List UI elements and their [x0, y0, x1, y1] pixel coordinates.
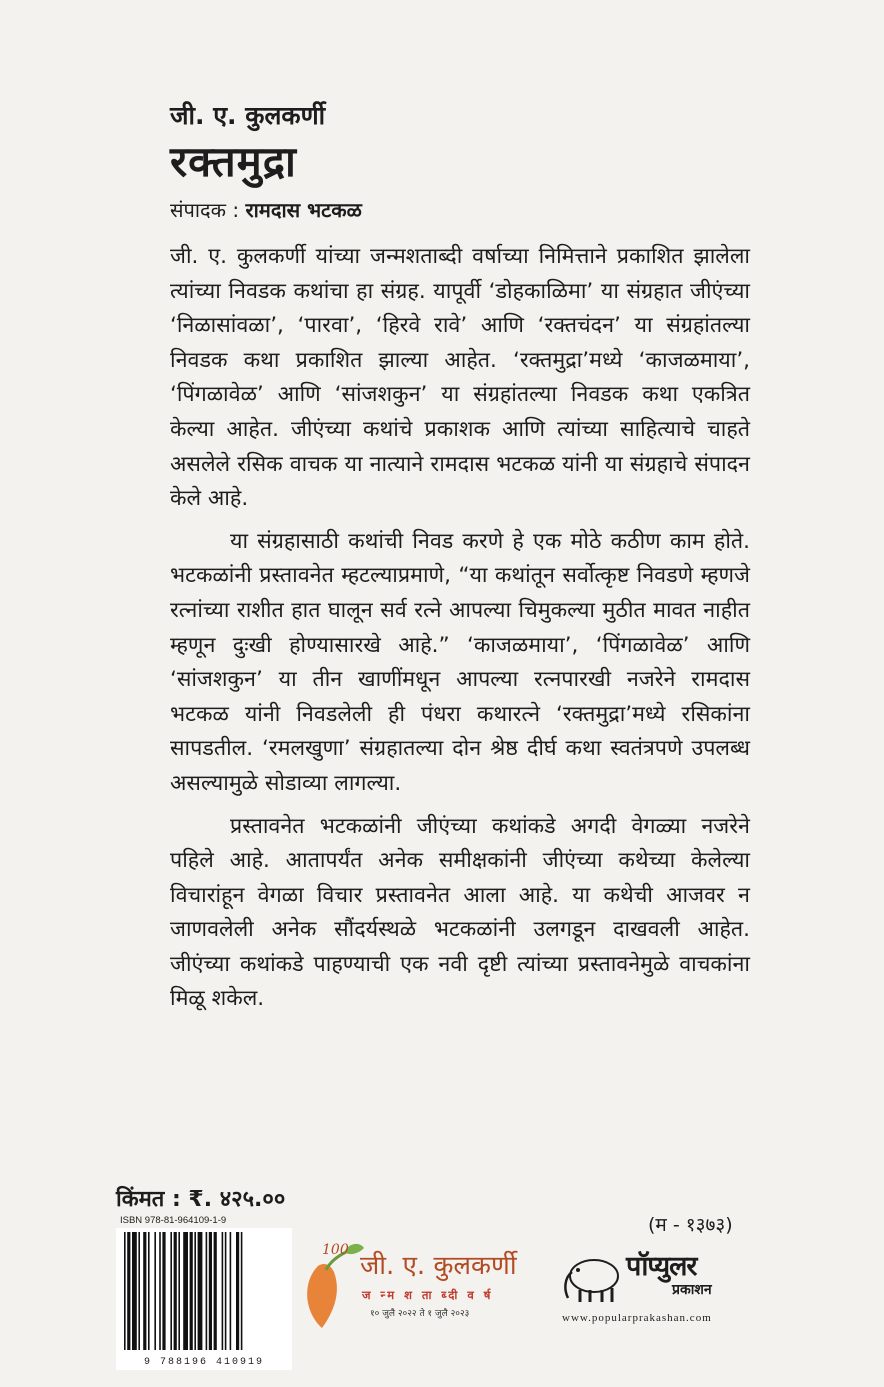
editor-name: रामदास भटकळ [245, 198, 362, 222]
book-author: जी. ए. कुलकर्णी [170, 101, 326, 130]
barcode-digits: 9 788196 410919 [143, 1357, 264, 1368]
leaf-logo-icon [298, 1232, 368, 1332]
publisher-subtitle: प्रकाशन [672, 1282, 712, 1298]
blurb-paragraph: या संग्रहासाठी कथांची निवड करणे हे एक मोठे कठीण काम होते. भटकळांनी प्रस्तावनेत म्हटल्याप्रमाणे, “या कथांतून सर्वोत्कृष्ट निवडणे म्हणजे रत्नांच्या राशीत हात घालून सर्व रत्ने आपल्या चिमुकल्या मुठीत मावत नाहीत म्हणून दुःखी होण्यासारखे आहे.” ‘काजळमाया’, ‘पिंगळावेळ’ आणि ‘सांजशकुन’ या तीन खाणींमधून आपल्या रत्नपारखी नजरेने रामदास भटकळ यांनी निवडलेली ही पंधरा कथारत्ने ‘रक्तमुद्रा’मध्ये रसिकांना सापडतील. ‘रमलखुणा’ संग्रहातल्या दोन श्रेष्ठ दीर्घ कथा स्वतंत्रपणे उपलब्ध असल्यामुळे सोडाव्या लागल्या. [170, 528, 750, 796]
centenary-subtitle: ज न्म श ता ब्दी व र्ष [362, 1288, 494, 1302]
barcode-icon [116, 1228, 292, 1354]
centenary-dates: १० जुलै २०२२ ते १ जुलै २०२३ [370, 1309, 470, 1319]
centenary-number: 100 [322, 1242, 349, 1258]
publisher-name: पॉप्युलर [626, 1251, 697, 1282]
book-title: रक्तमुद्रा [170, 137, 297, 186]
editor-line [170, 196, 362, 223]
isbn-text: ISBN 978-81-964109-1-9 [120, 1215, 227, 1226]
price: किंमत : ₹. ४२५.०० [116, 1187, 286, 1212]
series-code: (म - १३७३) [648, 1214, 733, 1236]
elephant-icon [560, 1250, 624, 1306]
publisher-website: www.popularprakashan.com [562, 1312, 712, 1324]
blurb-paragraph: प्रस्तावनेत भटकळांनी जीएंच्या कथांकडे अगदी वेगळ्या नजरेने पहिले आहे. आतापर्यंत अनेक समीक्षकांनी जीएंच्या कथेच्या केलेल्या विचारांहून वेगळा विचार प्रस्तावनेत आला आहे. या कथेची आजवर न जाणवलेली अनेक सौंदर्यस्थळे भटकळांनी उलगडून दाखवली आहेत. जीएंच्या कथांकडे पाहण्याची एक नवी दृष्टी त्यांच्या प्रस्तावनेमुळे वाचकांना मिळू शकेल. [170, 813, 750, 1012]
centenary-logo [298, 1232, 528, 1332]
blurb-paragraph: जी. ए. कुलकर्णी यांच्या जन्मशताब्दी वर्षाच्या निमित्ताने प्रकाशित झालेला त्यांच्या निवडक कथांचा हा संग्रह. यापूर्वी ‘डोहकाळिमा’ या संग्रहात जीएंच्या ‘निळासांवळा’, ‘पारवा’, ‘हिरवे रावे’ आणि ‘रक्तचंदन’ या संग्रहांतल्या निवडक कथा प्रकाशित झाल्या आहेत. ‘रक्तमुद्रा’मध्ये ‘काजळमाया’, ‘पिंगळावेळ’ आणि ‘सांजशकुन’ या संग्रहांतल्या निवडक कथा एकत्रित केल्या आहेत. जीएंच्या कथांचे प्रकाशक आणि त्यांच्या साहित्याचे चाहते असलेले रसिक वाचक या नात्याने रामदास भटकळ यांनी या संग्रहाचे संपादन केले आहे. [170, 244, 750, 512]
editor-label: संपादक : [170, 198, 240, 222]
publisher-logo [560, 1244, 790, 1314]
centenary-name: जी. ए. कुलकर्णी [360, 1251, 517, 1281]
blurb [170, 240, 750, 1017]
barcode [116, 1228, 292, 1370]
